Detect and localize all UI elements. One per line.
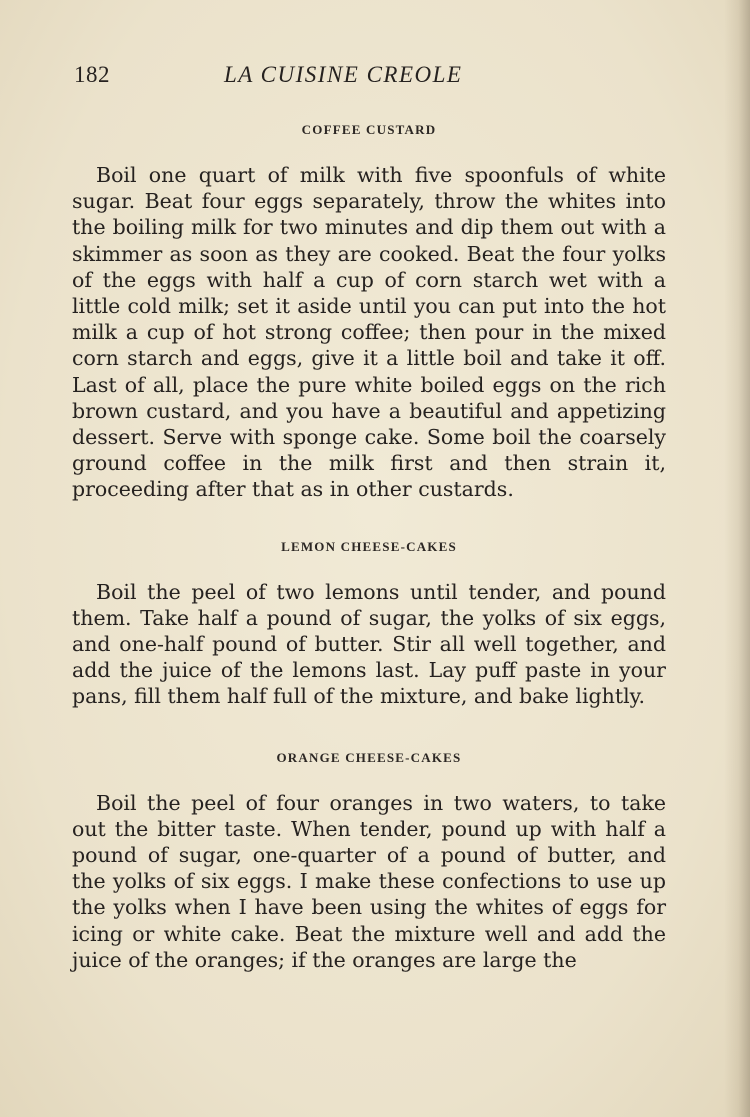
page-edge-shadow [724,0,750,1117]
section-title-coffee-custard: COFFEE CUSTARD [301,122,437,137]
page-content [72,60,666,973]
section-title-lemon-cheese-cakes: LEMON CHEESE-CAKES [281,538,457,554]
page-number: 182 [74,62,110,87]
recipe-text-orange-cheese-cakes: Boil the peel of four oranges in two waters, to take out the bitter taste. When tender, pound up with half a pound of sugar, one-quarter of a pound of butter, and the yolks of six eggs. I make these confections to use up the yolks when I have been using the whites of eggs for icing or white cake. Beat the mixture well and add the juice of the oranges; if the oranges are large the [72,790,666,972]
recipe-text-lemon-cheese-cakes: Boil the peel of two lemons until tender, and pound them. Take half a pound of sugar, the yolks of six eggs, and one-half pound of butter. Stir all well together, and add the juice of the lemons last. Lay puff paste in your pans, fill them half full of the mixture, and bake lightly. [72,579,666,709]
book-title: LA CUISINE CREOLE [224,62,463,87]
running-head [72,60,666,100]
section-title-orange-cheese-cakes: ORANGE CHEESE-CAKES [276,749,462,765]
recipe-text-coffee-custard: Boil one quart of milk with five spoonfuls of white sugar. Beat four eggs separately, throw the whites into the boiling milk for two minutes and dip them out with a skimmer as soon as they are cooked. Beat the four yolks of the eggs with half a cup of corn starch wet with a little cold milk; set it aside until you can put into the hot milk a cup of hot strong coffee; then pour in the mixed corn starch and eggs, give it a little boil and take it off. Last of all, place the pure white boiled eggs on the rich brown custard, and you have a beautiful and appetizing dessert. Serve with sponge cake. Some boil the coarsely ground coffee in the milk first and then strain it, proceeding after that as in other custards. [72,163,666,502]
